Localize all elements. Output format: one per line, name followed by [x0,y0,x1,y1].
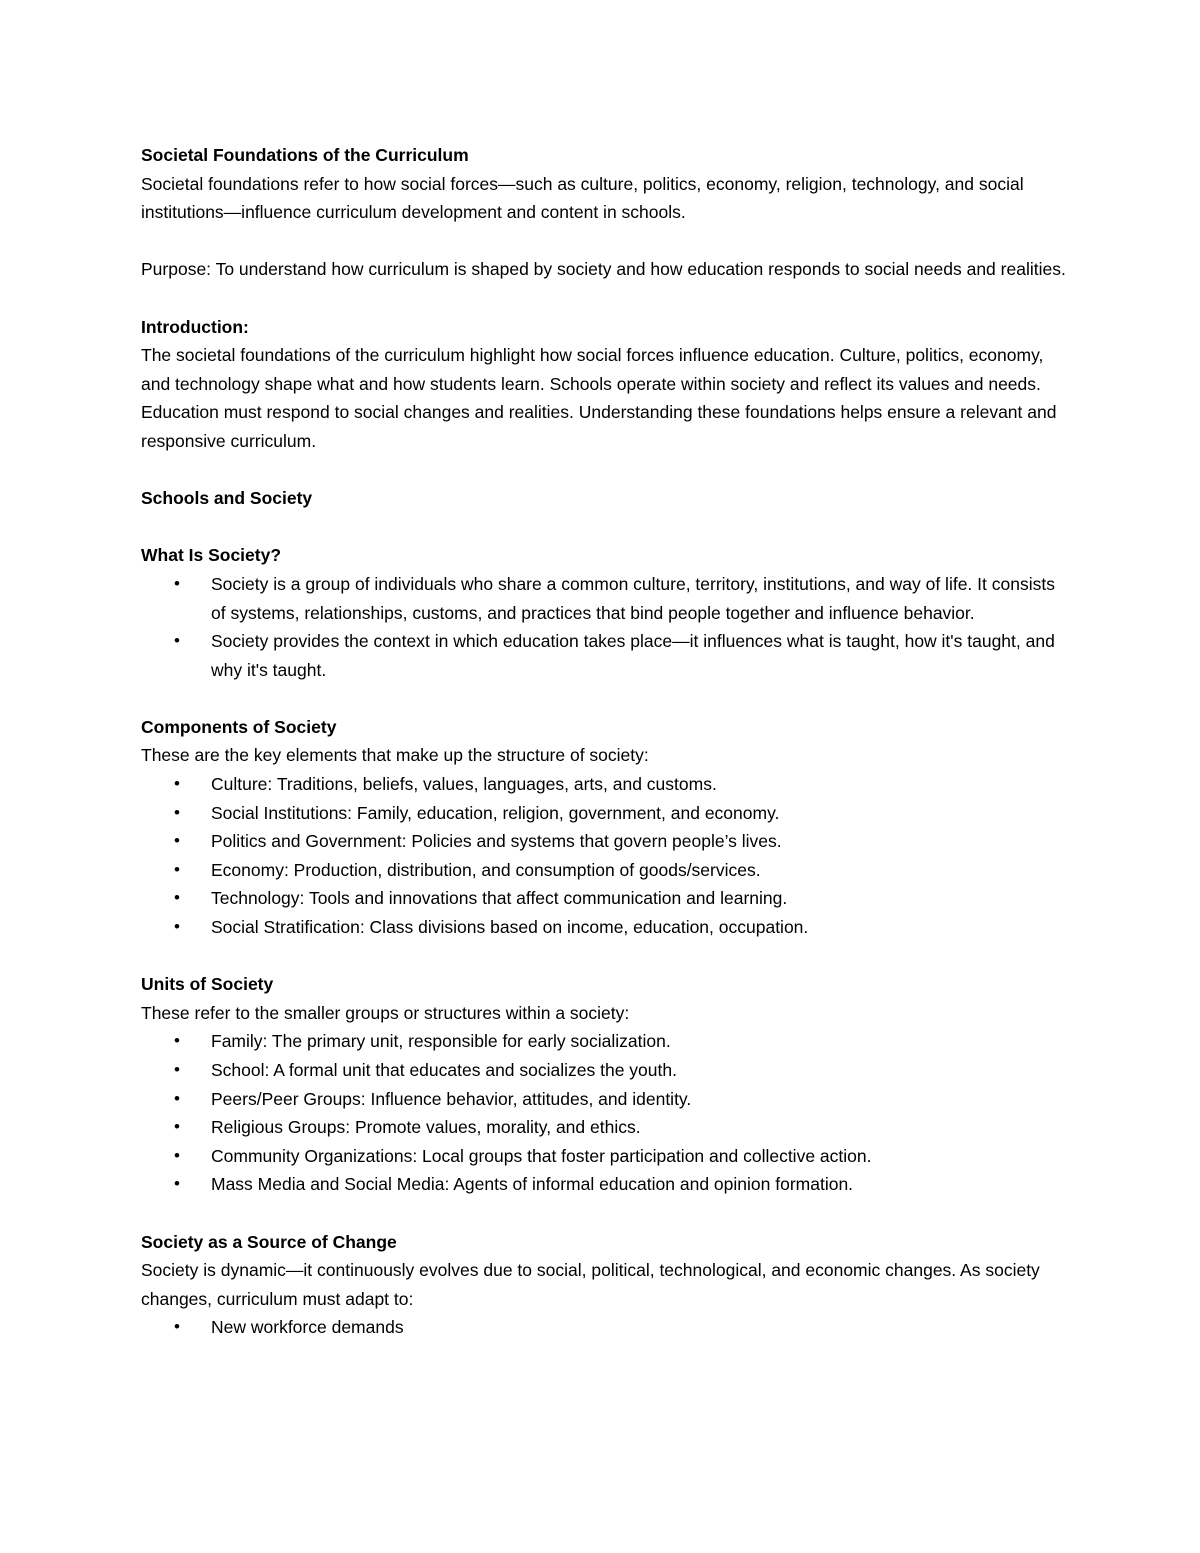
units-intro: These refer to the smaller groups or structures within a society: [141,1002,630,1023]
list-item [141,627,1071,684]
components-heading: Components of Society [141,716,337,737]
list-item-text: Society is a group of individuals who share a common culture, territory, institutions, and way of life. It consists of systems, relationships, customs, and practices that bind people together and influence behavior. [211,573,1055,623]
list-item [141,1142,1071,1171]
list-item-text: Family: The primary unit, responsible for early socialization. [211,1031,671,1052]
change-intro: Society is dynamic—it continuously evolves due to social, political, technological, and economic changes. As society changes, curriculum must adapt to: [141,1260,1040,1309]
schools-society-heading: Schools and Society [141,488,313,509]
bullet-icon: • [174,631,180,651]
definition-paragraph: Societal foundations refer to how social forces—such as culture, politics, economy, religion, technology, and social institutions—influence curriculum development and content in schools. [141,173,1024,223]
introduction-paragraph: The societal foundations of the curriculum highlight how social forces influence education. Culture, politics, economy, and technology shape what and how students learn. Schools operate within society and reflect its values and needs. Education must respond to social changes and realities. Understanding these foundations helps ensure a relevant and responsive curriculum. [141,345,1057,451]
introduction-heading: Introduction: [141,316,249,337]
list-item [141,570,1071,627]
bullet-icon: • [174,573,180,593]
bullet-icon: • [174,1031,180,1051]
bullet-icon: • [174,774,180,794]
list-item-text: Society provides the context in which education takes place—it influences what is taught, how it's taught, and why it's taught. [211,631,1055,680]
list-item-text: School: A formal unit that educates and socializes the youth. [211,1060,677,1080]
components-list [141,770,1071,942]
list-item [141,770,1071,799]
list-item-text: Culture: Traditions, beliefs, values, languages, arts, and customs. [211,774,717,795]
bullet-icon: • [174,1117,180,1137]
list-item [141,799,1071,828]
bullet-icon: • [174,1060,180,1079]
list-item [141,1313,1071,1342]
list-item [141,856,1071,885]
list-item [141,1027,1071,1056]
components-intro: These are the key elements that make up the structure of society: [141,745,649,766]
bullet-icon: • [174,802,180,822]
what-is-society-list [141,570,1071,684]
change-heading: Society as a Source of Change [141,1231,397,1252]
purpose-paragraph: Purpose: To understand how curriculum is shaped by society and how education responds to social needs and realities. [141,259,1066,280]
bullet-icon: • [174,1174,180,1194]
list-item-text: Technology: Tools and innovations that affect communication and learning. [211,888,788,909]
bullet-icon: • [174,1145,180,1165]
spacer [141,684,1071,713]
list-item-text: Social Institutions: Family, education, religion, government, and economy. [211,802,780,823]
bullet-icon: • [174,859,180,879]
list-item-text: Peers/Peer Groups: Influence behavior, attitudes, and identity. [211,1088,692,1109]
spacer [141,284,1071,313]
list-item [141,1170,1071,1199]
list-item-text: New workforce demands [211,1317,404,1338]
list-item [141,913,1071,942]
spacer [141,227,1071,256]
bullet-icon: • [174,1088,180,1108]
units-heading: Units of Society [141,974,274,995]
list-item [141,1085,1071,1114]
list-item [141,1113,1071,1142]
bullet-icon: • [174,888,180,908]
units-list [141,1027,1071,1199]
what-is-society-heading: What Is Society? [141,545,282,566]
document-page [141,141,1071,1342]
list-item [141,884,1071,913]
spacer [141,513,1071,542]
list-item-text: Community Organizations: Local groups that foster participation and collective action. [211,1145,872,1166]
spacer [141,1199,1071,1228]
list-item-text: Economy: Production, distribution, and consumption of goods/services. [211,859,761,880]
list-item [141,827,1071,856]
list-item-text: Social Stratification: Class divisions based on income, education, occupation. [211,917,809,938]
document-title: Societal Foundations of the Curriculum [141,145,469,165]
list-item-text: Mass Media and Social Media: Agents of informal education and opinion formation. [211,1174,854,1195]
bullet-icon: • [174,831,180,851]
list-item [141,1056,1071,1085]
spacer [141,942,1071,971]
bullet-icon: • [174,917,180,937]
list-item-text: Religious Groups: Promote values, morality, and ethics. [211,1117,641,1138]
bullet-icon: • [174,1317,180,1337]
list-item-text: Politics and Government: Policies and systems that govern people’s lives. [211,831,782,852]
spacer [141,456,1071,485]
change-list [141,1313,1071,1342]
